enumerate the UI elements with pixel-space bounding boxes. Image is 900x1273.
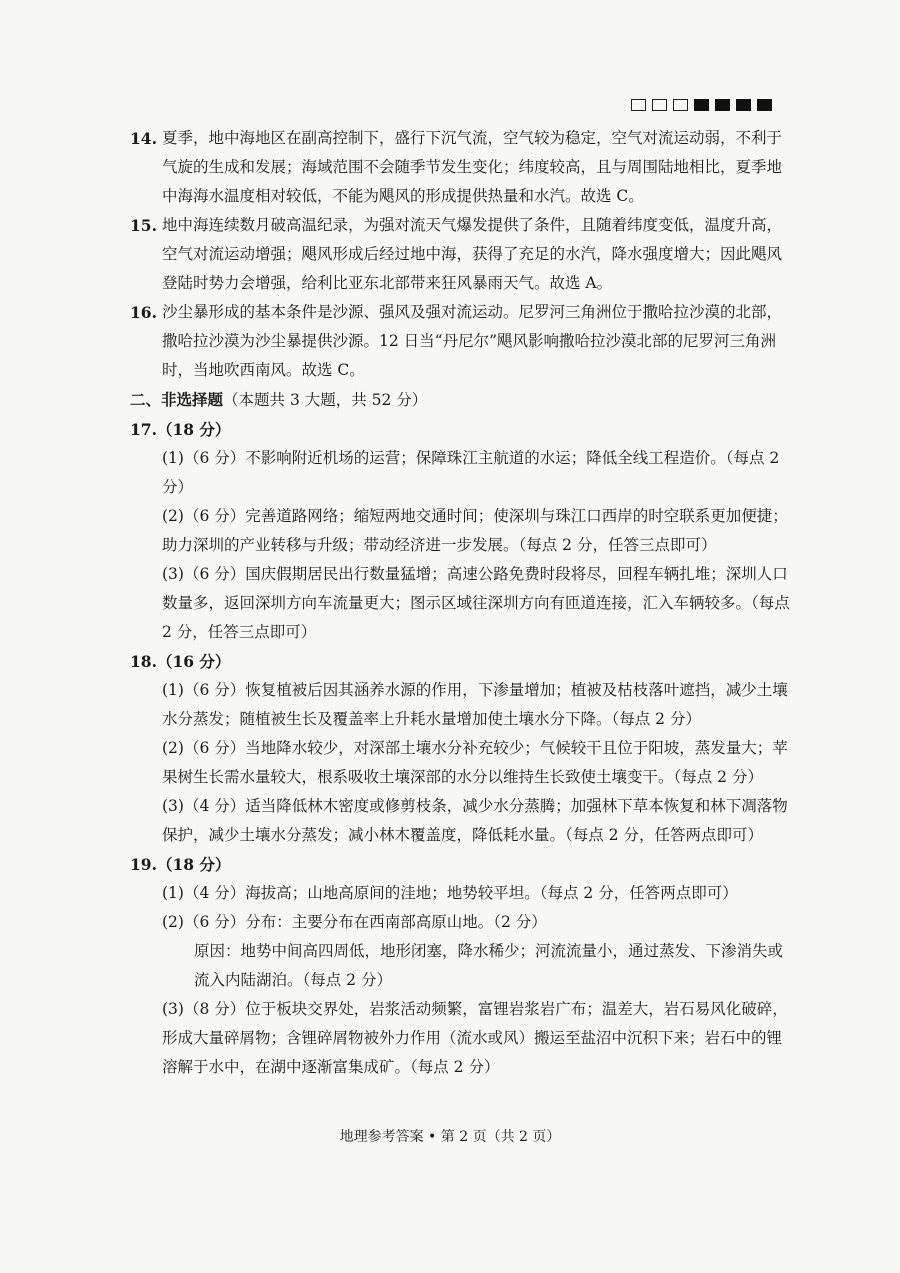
question-number: 16. (130, 303, 157, 322)
sub-answer: (1)（6 分）恢复植被后因其涵养水源的作用，下渗量增加；植被及枯枝落叶遮挡，减少土壤水分蒸发；随植被生长及覆盖率上升耗水量增加使土壤水分下降。（每点 2 分） (162, 681, 788, 728)
question-number: 14. (130, 129, 157, 148)
answer-text: 夏季，地中海地区在副高控制下，盛行下沉气流，空气较为稳定，空气对流运动弱，不利于气旋的生成和发展；海域范围不会随季节发生变化；纬度较高，且与周围陆地相比，夏季地中海海水温度相对较低，不能为飓风的形成提供热量和水汽。故选 C。 (162, 129, 783, 205)
page-marker-row (631, 99, 772, 111)
answer-16 (130, 298, 790, 385)
answer-text: 沙尘暴形成的基本条件是沙源、强风及强对流运动。尼罗河三角洲位于撒哈拉沙漠的北部，撒哈拉沙漠为沙尘暴提供沙源。12 日当“丹尼尔”飓风影响撒哈拉沙漠北部的尼罗河三角洲时，当地吹西南风。故选 C。 (162, 303, 783, 379)
question-heading: 19.（18 分） (130, 855, 231, 874)
sub-answer-continued: 原因：地势中间高四周低，地形闭塞，降水稀少；河流流量小，通过蒸发、下渗消失或流入内陆湖泊。（每点 2 分） (194, 942, 784, 989)
sub-answer: (2)（6 分）分布：主要分布在西南部高原山地。（2 分） (162, 913, 547, 931)
filled-square-icon (736, 99, 751, 111)
page-footer: 地理参考答案 • 第 2 页（共 2 页） (339, 1129, 561, 1145)
answer-content (130, 124, 790, 1082)
answer-text: 地中海连续数月破高温纪录，为强对流天气爆发提供了条件，且随着纬度变低，温度升高，空气对流运动增强；飓风形成后经过地中海，获得了充足的水汽，降水强度增大；因此飓风登陆时势力会增强，给利比亚东北部带来狂风暴雨天气。故选 A。 (162, 216, 783, 292)
sub-answer: (3)（6 分）国庆假期居民出行数量猛增；高速公路免费时段将尽，回程车辆扎堆；深圳人口数量多，返回深圳方向车流量更大；图示区域往深圳方向有匝道连接，汇入车辆较多。（每点 2 分，任答三点即可） (162, 565, 790, 641)
answer-15 (130, 211, 790, 298)
question-heading: 17.（18 分） (130, 420, 231, 439)
question-number: 15. (130, 216, 157, 235)
sub-answer: (2)（6 分）当地降水较少，对深部土壤水分补充较少；气候较干且位于阳坡，蒸发量大；苹果树生长需水量较大，根系吸收土壤深部的水分以维持生长致使土壤变干。（每点 2 分） (162, 739, 788, 786)
filled-square-icon (715, 99, 730, 111)
open-square-icon (673, 99, 688, 111)
open-square-icon (631, 99, 646, 111)
question-17 (130, 415, 790, 647)
question-heading: 18.（16 分） (130, 652, 231, 671)
section-title: 二、非选择题 (130, 390, 224, 409)
section-note: （本题共 3 大题，共 52 分） (223, 391, 428, 409)
sub-answer: (1)（4 分）海拔高；山地高原间的洼地；地势较平坦。（每点 2 分，任答两点即可） (162, 884, 738, 902)
section-heading (130, 385, 790, 415)
sub-answer: (3)（4 分）适当降低林木密度或修剪枝条，减少水分蒸腾；加强林下草本恢复和林下凋落物保护，减少土壤水分蒸发；减小林木覆盖度，降低耗水量。（每点 2 分，任答两点即可） (162, 797, 788, 844)
sub-answer: (3)（8 分）位于板块交界处，岩浆活动频繁，富锂岩浆岩广布；温差大，岩石易风化破碎，形成大量碎屑物；含锂碎屑物被外力作用（流水或风）搬运至盐沼中沉积下来；岩石中的锂溶解于水中，在湖中逐渐富集成矿。（每点 2 分） (162, 1000, 788, 1076)
sub-answer: (2)（6 分）完善道路网络；缩短两地交通时间；使深圳与珠江口西岸的时空联系更加便捷；助力深圳的产业转移与升级；带动经济进一步发展。（每点 2 分，任答三点即可） (162, 507, 788, 554)
sub-answer: (1)（6 分）不影响附近机场的运营；保障珠江主航道的水运；降低全线工程造价。（每点 2 分） (162, 449, 780, 496)
question-18 (130, 647, 790, 850)
open-square-icon (652, 99, 667, 111)
answer-14 (130, 124, 790, 211)
question-19 (130, 850, 790, 1082)
filled-square-icon (757, 99, 772, 111)
filled-square-icon (694, 99, 709, 111)
